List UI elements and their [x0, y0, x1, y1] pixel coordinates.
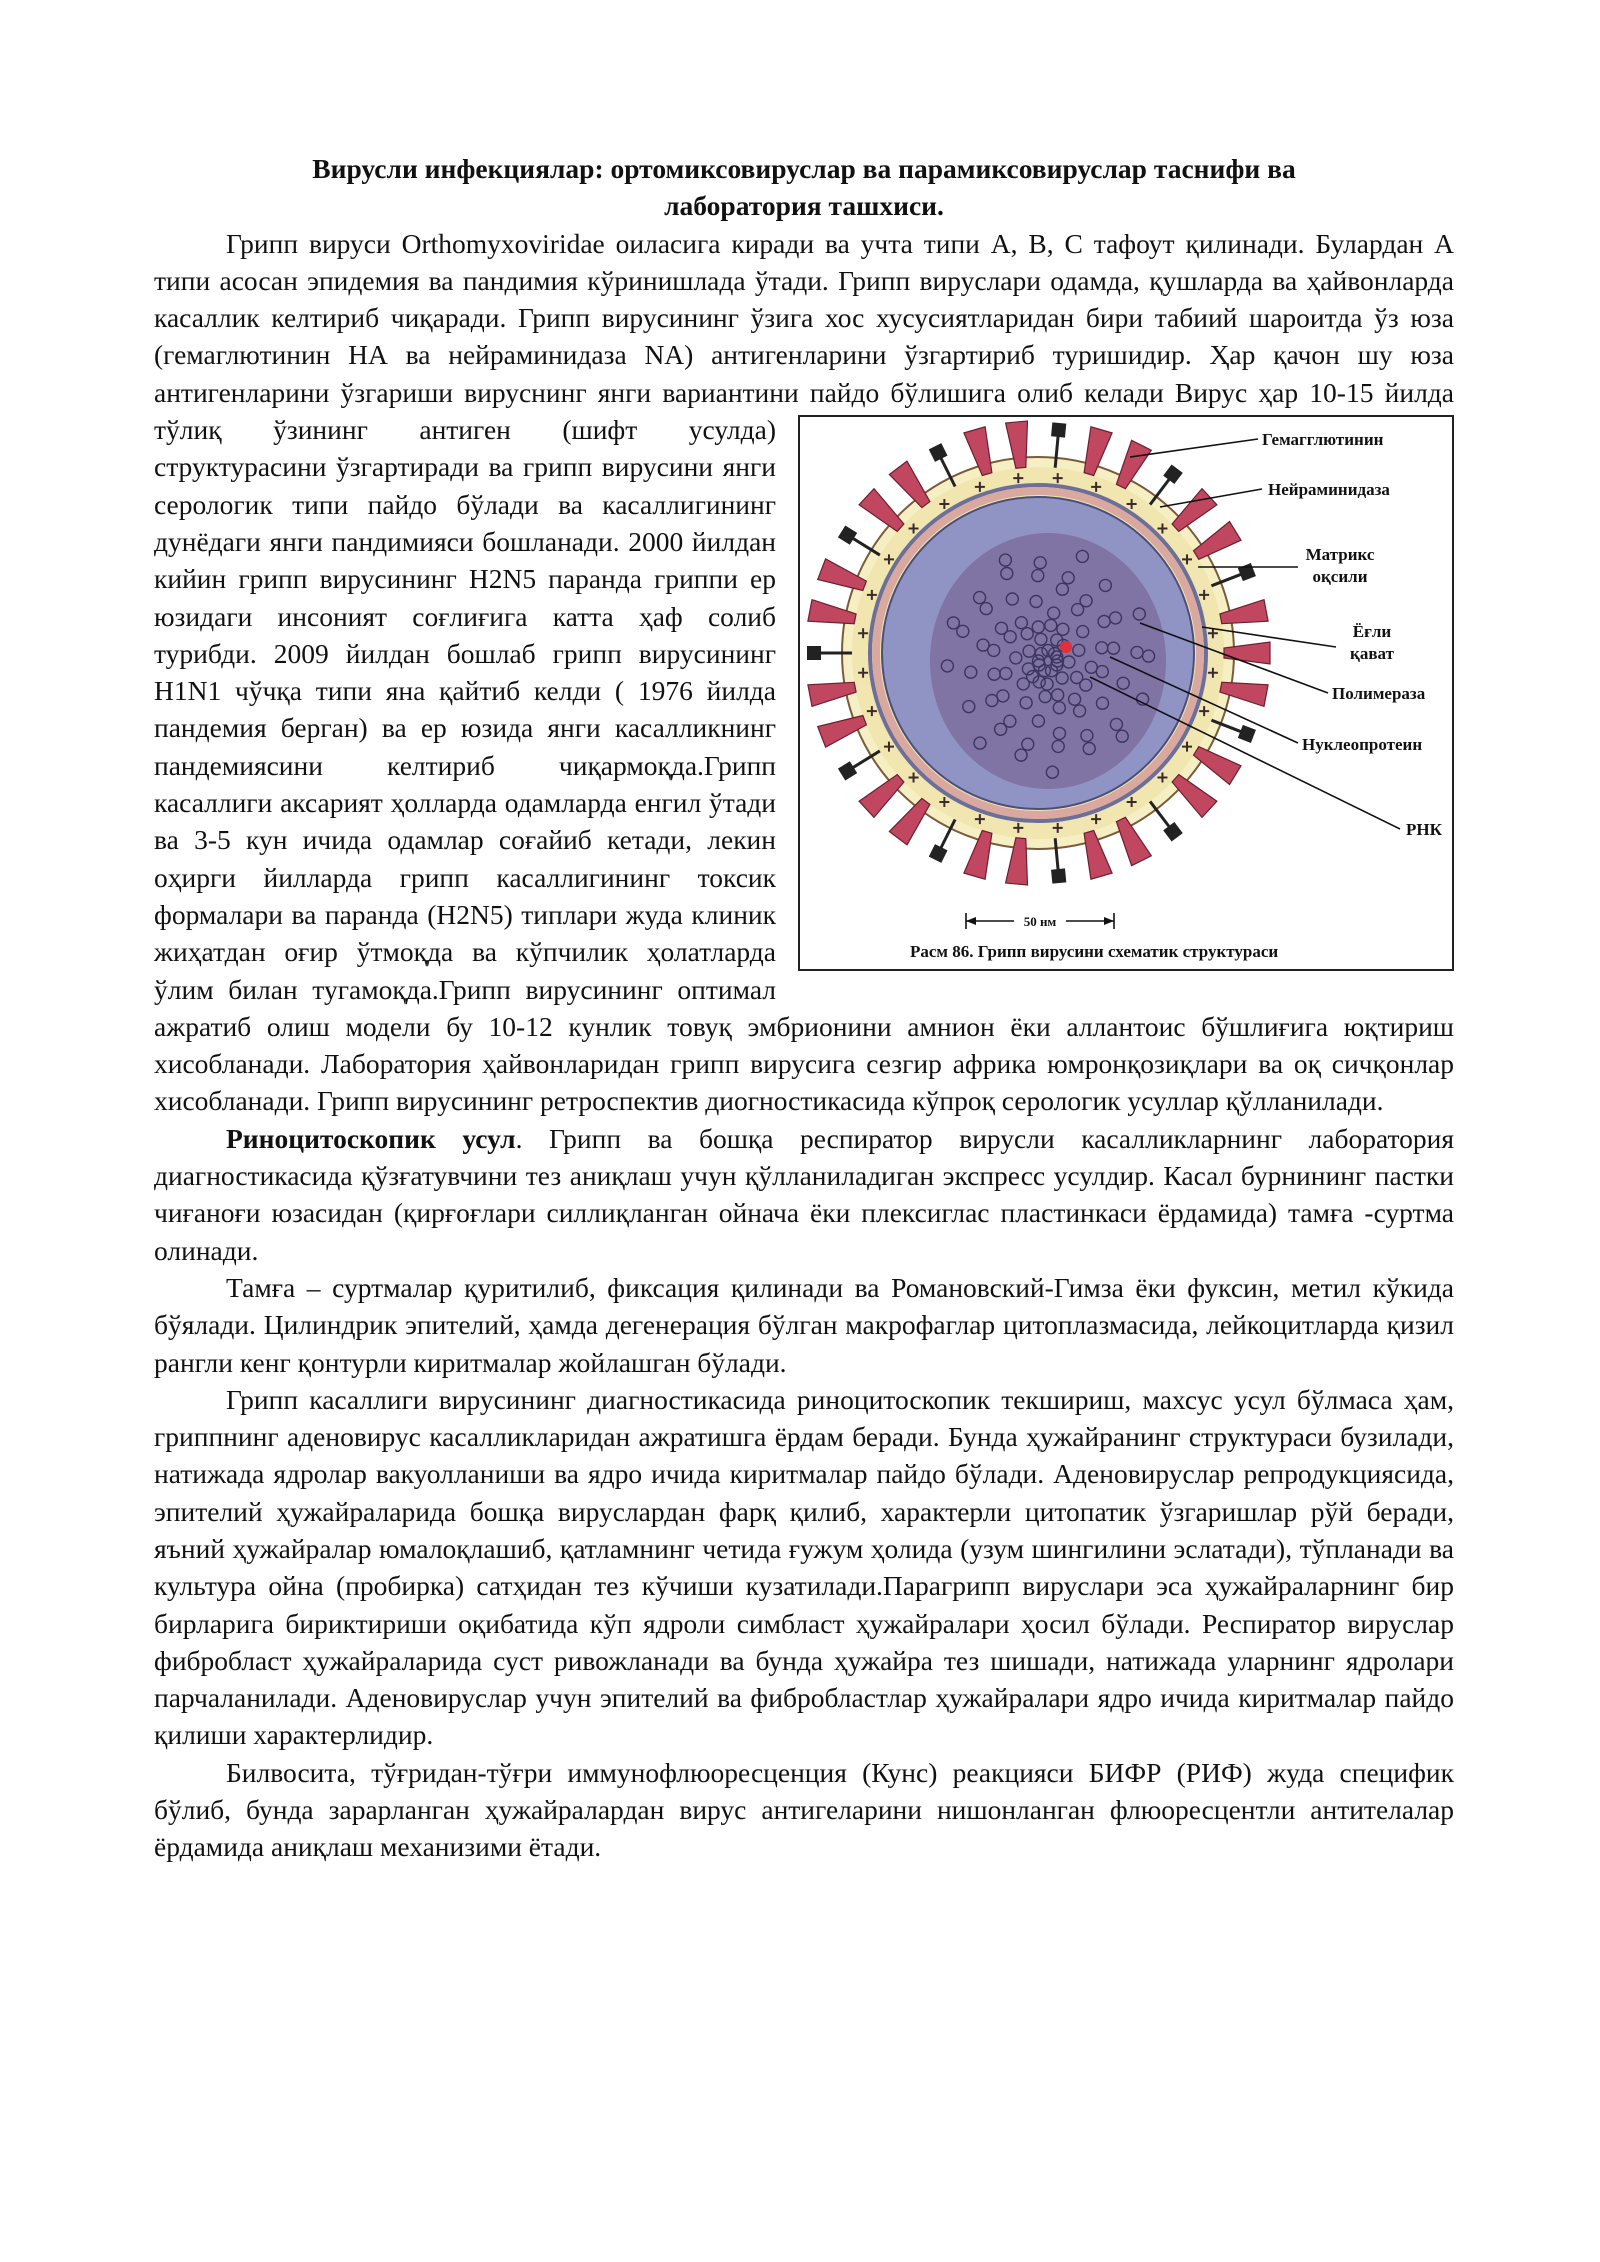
rna-mass [930, 533, 1166, 789]
paragraph-1-part-1: Грипп вируси Orthomyxoviridae оиласига киради ва учта типи А, В, С тафоут қилинади. Булардан А типи асосан эпидемия ва пандимия кўринишлада ўтади. Грипп вируслари одамда, қушларда ва ҳайвонларда касаллик келтириб чиқаради. Грипп вирусининг ўзига хос хусусиятларидан бири табиий шароитда ўз юза (гемаглютинин НА ва нейраминидаза NA) антигенларини ўзгартириб туришидир. Ҳар қачон шу юза антигенларини ўзгариши вируснинг янги вариантини пайдо бўлишига олиб келади Вирус ҳар 10-15 йилда тўлиқ [154, 227, 1454, 446]
paragraph-1 [154, 225, 1454, 1120]
neuraminidase-head [1051, 869, 1066, 884]
hemagglutinin-spike [1172, 489, 1217, 532]
paragraph-2-text: . Грипп ва бошқа респиратор вирусли касалликларнинг лаборатория диагностикасида қўзғатувчини тез аниқлаш учун қўлланиладиган экспресс усулдир. Касал бурнининг пастки чиғаноғи юзасидан (қирғоғлари силлиқланган ойнача ёки плексиглас пластинкаси ёрдамида) тамға -суртма олинади. [154, 1122, 1454, 1266]
figure-caption: Расм 86. Грипп вирусини схематик структураси [910, 942, 1279, 962]
label-rna: РНК [1406, 820, 1442, 840]
virus-illustration [807, 421, 1270, 885]
neuraminidase-head [929, 844, 948, 863]
hemagglutinin-spike [889, 798, 930, 844]
paragraph-1-part-2: ўзининг антиген (шифт усулда) структурасини ўзгартиради ва грипп вирусини янги серологик типи пайдо бўлади ва касаллигининг дунёдаги янги пандимияси бошланади. 2000 йилдан кийин грипп вирусининг H2N5 паранда гриппи ер юзидаги инсоният соғлиғига катта ҳаф солиб турибди. 2009 йилдан бошлаб грипп вирусининг H1N1 чўчқа типи яна қайтиб келди ( 1976 йилда пандемия берган) ва ер юзида янги касалликнинг пандемиясини келтириб чиқармоқда.Грипп касаллиги аксарият ҳолларда одамларда енгил ўтади ва 3-5 кун ичида одамлар соғайиб кетади, лекин оҳирги йилларда грипп касаллигининг токсик формалари ва паранда (H2N5) типлари жуда клиник жиҳатдан оғир ўтмоқда ва кўпчилик ҳолатларда ўлим билан тугамоқда.Грипп вирусининг оптимал ажратиб олиш модели бу 10-12 кунлик товуқ эмбрионини амнион ёки аллантоис бўшлиғига юқтириш хисобланади. Лаборатория ҳайвонларидан грипп вирусига сезгир африка юмронқозиқлари ва оқ сичқонлар хисобланади. Грипп вирусининг ретроспектив диогностикасида кўпроқ серологик усуллар қўлланилади. [154, 414, 1454, 1117]
label-matrix-2: оқсили [1312, 567, 1368, 587]
virus-diagram [800, 417, 1452, 969]
hemagglutinin-spike [859, 489, 904, 532]
paragraph-4: Грипп касаллиги вирусининг диагностикасида риноцитоскопик текшириш, махсус усул бўлмаса ҳам, гриппнинг аденовирус касалликларидан ажратишга ёрдам беради. Бунда ҳужайранинг структураси бузилади, натижада ядролар вакуолланиши ва ядро ичида киритмалар пайдо бўлади. Аденовируслар репродукциясида, эпителий ҳужайраларида бошқа вируслардан фарқ қилиб, характерли цитопатик ўзгаришлар рўй беради, яъний ҳужайралар юмалоқлашиб, қатламнинг четида ғужум ҳолида (узум шингилини эслатади), тўпланади ва культура ойна (пробирка) сатҳидан тез кўчиши кузатилади.Парагрипп вируслари эса ҳужайраларнинг бир бирларига бириктириши оқибатида кўп ядроли симбласт ҳужайралари ҳосил бўлади. Респиратор вируслар фибробласт ҳужайраларида суст ривожланади ва бунда ҳужайра тез шишади, натижада уларнинг ядролари парчаланилади. Аденовируслар учун эпителий ва фибробластлар ҳужайралари ядро ичида киритмалар пайдо қилиши характерлидир. [154, 1383, 1454, 1751]
hemagglutinin-spike [1172, 775, 1217, 818]
paragraph-5: Билвосита, тўғридан-тўғри иммунофлюоресценция (Кунс) реакцияси БИФР (РИФ) жуда специфик бўлиб, бунда зарарланган ҳужайралардан вирус антигеларини нишонланган флюоресцентли антителалар ёрдамида аниқлаш механизими ётади. [154, 1756, 1454, 1863]
label-matrix-1: Матрикс [1305, 545, 1375, 565]
hemagglutinin-spike [1194, 522, 1242, 560]
neuraminidase-head [929, 443, 948, 462]
hemagglutinin-spike [859, 775, 904, 818]
virus-structure-figure [798, 415, 1454, 971]
neuraminidase-head [1238, 563, 1256, 581]
hemagglutinin-spike [889, 461, 930, 507]
paragraph-2 [154, 1120, 1454, 1269]
title-line-2: лаборатория ташхиси. [664, 190, 944, 222]
label-lipid-2: қават [1350, 644, 1394, 664]
scale-label: 50 нм [1023, 914, 1057, 930]
label-nucleoprotein: Нуклеопротеин [1302, 735, 1423, 755]
neuraminidase-head [1051, 422, 1066, 437]
title-line-1: Вирусли инфекциялар: ортомиксовируслар ва парамиксовируслар таснифи ва [312, 153, 1296, 184]
document-title [154, 150, 1454, 225]
label-hemagglutinin: Гемагглютинин [1262, 430, 1384, 450]
paragraph-3: Тамға – суртмалар қуритилиб, фиксация қилинади ва Романовский-Гимза ёки фуксин, метил кўкида бўялади. Цилиндрик эпителий, ҳамда дегенерация бўлган макрофаглар цитоплазмасида, лейкоцитларда қизил рангли кенг қонтурли киритмалар жойлашган бўлади. [154, 1271, 1454, 1378]
paragraph-1-text [154, 228, 1454, 1117]
polymerase-dot [1060, 641, 1072, 653]
label-polymerase: Полимераза [1332, 684, 1426, 704]
hemagglutinin-spike [1194, 747, 1242, 785]
neuraminidase-head [838, 761, 857, 780]
label-lipid-1: Ёғли [1352, 622, 1392, 642]
neuraminidase-head [1238, 725, 1256, 743]
label-neuraminidase: Нейраминидаза [1268, 480, 1390, 500]
neuraminidase-head [807, 646, 821, 660]
neuraminidase-head [838, 526, 857, 545]
method-term: Риноцитоскопик усул [226, 1122, 516, 1154]
document-page [154, 150, 1454, 1866]
